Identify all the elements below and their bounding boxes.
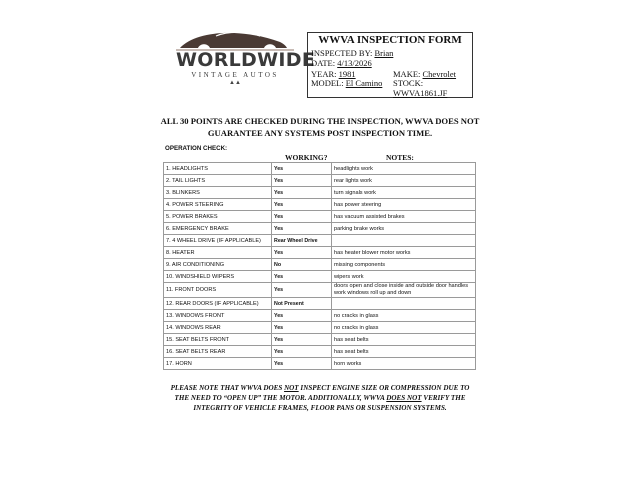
- inspection-notes: no cracks in glass: [332, 310, 476, 322]
- disclaimer-line-3: INTEGRITY OF VEHICLE FRAMES, FLOOR PANS OR SUSPENSION SYSTEMS.: [193, 404, 447, 412]
- table-row: [164, 235, 476, 247]
- inspection-notes: missing components: [332, 259, 476, 271]
- inspection-notes: turn signals work: [332, 187, 476, 199]
- table-row: [164, 310, 476, 322]
- inspection-notes: headlights work: [332, 163, 476, 175]
- disclaimer-line-2: [160, 393, 480, 403]
- make-label: MAKE:: [393, 69, 421, 79]
- inspection-item: 4. POWER STEERING: [164, 199, 272, 211]
- inspection-notes: doors open and close inside and outside door handles work windows roll up and down: [332, 283, 476, 298]
- inspection-notes: has vacuum assisted brakes: [332, 211, 476, 223]
- working-status: Yes: [272, 346, 332, 358]
- inspection-item: 2. TAIL LIGHTS: [164, 175, 272, 187]
- working-status: Yes: [272, 247, 332, 259]
- column-header-working: WORKING?: [285, 153, 328, 162]
- table-row: [164, 271, 476, 283]
- year-label: YEAR:: [311, 69, 337, 79]
- stock-value: WWVA1861.JF: [393, 88, 448, 98]
- inspection-header-box: [307, 32, 473, 98]
- make-value: Chevrolet: [422, 69, 457, 79]
- company-logo: [176, 28, 316, 92]
- inspection-item: 8. HEATER: [164, 247, 272, 259]
- inspection-item: 10. WINDSHIELD WIPERS: [164, 271, 272, 283]
- table-row: [164, 283, 476, 298]
- section-title: OPERATION CHECK:: [165, 145, 228, 152]
- stock-label: STOCK:: [393, 78, 424, 88]
- working-status: Yes: [272, 199, 332, 211]
- disclaimer-text: INSPECT ENGINE SIZE OR COMPRESSION DUE TO: [298, 384, 470, 392]
- inspection-item: 15. SEAT BELTS FRONT: [164, 334, 272, 346]
- working-status: Yes: [272, 163, 332, 175]
- working-status: Yes: [272, 223, 332, 235]
- working-status: Not Present: [272, 298, 332, 310]
- inspected-by-value: Brian: [374, 48, 394, 58]
- logo-ornament-icon: ▲▲: [229, 80, 241, 86]
- model-row: [311, 78, 382, 88]
- table-row: [164, 358, 476, 370]
- disclaimer-text: PLEASE NOTE THAT WWVA DOES: [170, 384, 285, 392]
- logo-tagline: VINTAGE AUTOS: [191, 71, 279, 79]
- inspection-notes: [332, 298, 476, 310]
- working-status: Yes: [272, 358, 332, 370]
- inspection-item: 16. SEAT BELTS REAR: [164, 346, 272, 358]
- inspection-notes: [332, 235, 476, 247]
- table-row: [164, 187, 476, 199]
- inspection-notes: wipers work: [332, 271, 476, 283]
- table-row: [164, 175, 476, 187]
- disclaimer: [160, 383, 480, 413]
- working-status: Yes: [272, 187, 332, 199]
- working-status: Rear Wheel Drive: [272, 235, 332, 247]
- inspection-item: 6. EMERGENCY BRAKE: [164, 223, 272, 235]
- inspection-item: 1. HEADLIGHTS: [164, 163, 272, 175]
- year-value: 1981: [338, 69, 356, 79]
- inspection-item: 9. AIR CONDITIONING: [164, 259, 272, 271]
- working-status: Yes: [272, 283, 332, 298]
- working-status: Yes: [272, 271, 332, 283]
- working-status: Yes: [272, 175, 332, 187]
- inspection-notes: has seat belts: [332, 334, 476, 346]
- notice-line-1: ALL 30 POINTS ARE CHECKED DURING THE INSPECTION, WWVA DOES NOT: [160, 116, 480, 126]
- inspection-table: [163, 162, 476, 370]
- notice-line-2: GUARANTEE ANY SYSTEMS POST INSPECTION TIME.: [207, 128, 433, 138]
- column-header-notes: NOTES:: [386, 153, 414, 162]
- inspection-notes: has power steering: [332, 199, 476, 211]
- date-value: 4/13/2026: [337, 58, 372, 68]
- table-row: [164, 199, 476, 211]
- inspection-item: 5. POWER BRAKES: [164, 211, 272, 223]
- disclaimer-line-1: [160, 383, 480, 393]
- disclaimer-text: VERIFY THE: [421, 394, 466, 402]
- inspection-item: 7. 4 WHEEL DRIVE (IF APPLICABLE): [164, 235, 272, 247]
- inspection-item: 11. FRONT DOORS: [164, 283, 272, 298]
- date-row: [311, 58, 372, 68]
- inspection-notice: [150, 115, 490, 139]
- inspection-item: 13. WINDOWS FRONT: [164, 310, 272, 322]
- inspected-by-label: INSPECTED BY:: [311, 48, 373, 58]
- date-label: DATE:: [311, 58, 336, 68]
- model-label: MODEL:: [311, 78, 344, 88]
- inspection-notes: parking brake works: [332, 223, 476, 235]
- inspection-item: 14. WINDOWS REAR: [164, 322, 272, 334]
- disclaimer-text: THE NEED TO “OPEN UP” THE MOTOR. ADDITIONALLY, WWVA: [174, 394, 387, 402]
- table-row: [164, 259, 476, 271]
- working-status: Yes: [272, 334, 332, 346]
- table-row: [164, 322, 476, 334]
- table-row: [164, 346, 476, 358]
- model-value: El Camino: [345, 78, 383, 88]
- table-row: [164, 211, 476, 223]
- table-row: [164, 334, 476, 346]
- table-row: [164, 298, 476, 310]
- disclaimer-emphasis: NOT: [284, 384, 299, 392]
- inspection-notes: no cracks in glass: [332, 322, 476, 334]
- inspection-notes: rear lights work: [332, 175, 476, 187]
- form-title: WWVA INSPECTION FORM: [318, 34, 462, 46]
- working-status: Yes: [272, 310, 332, 322]
- table-row: [164, 247, 476, 259]
- working-status: Yes: [272, 211, 332, 223]
- inspection-notes: has heater blower motor works: [332, 247, 476, 259]
- inspection-notes: has seat belts: [332, 346, 476, 358]
- table-row: [164, 163, 476, 175]
- inspection-item: 3. BLINKERS: [164, 187, 272, 199]
- inspected-by-row: [311, 48, 393, 58]
- inspection-item: 17. HORN: [164, 358, 272, 370]
- inspection-notes: horn works: [332, 358, 476, 370]
- working-status: No: [272, 259, 332, 271]
- disclaimer-emphasis: DOES NOT: [386, 394, 422, 402]
- working-status: Yes: [272, 322, 332, 334]
- inspection-item: 12. REAR DOORS (IF APPLICABLE): [164, 298, 272, 310]
- logo-name: WORLDWIDE: [176, 49, 316, 71]
- table-row: [164, 223, 476, 235]
